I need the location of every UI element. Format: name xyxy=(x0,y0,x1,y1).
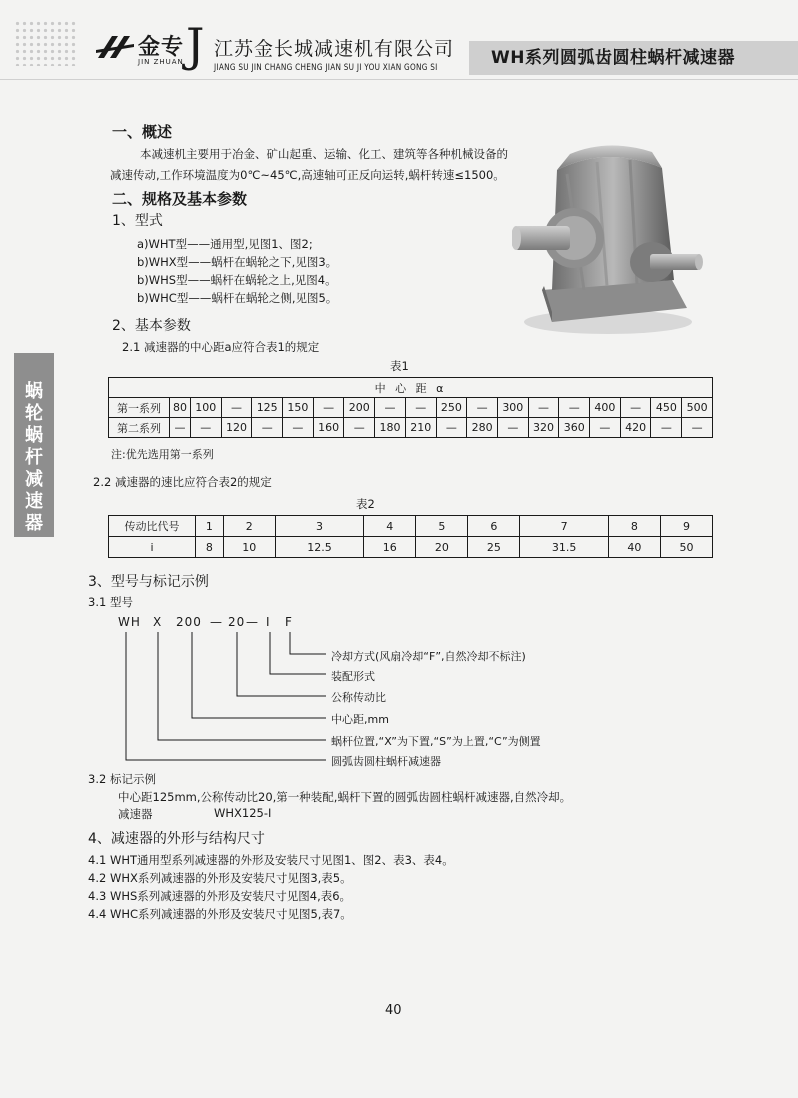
side-tab-char: 蜗 xyxy=(25,425,43,446)
table-cell: 120 xyxy=(221,418,252,438)
table-cell: 360 xyxy=(559,418,590,438)
table-cell: — xyxy=(190,418,221,438)
table-cell: 31.5 xyxy=(520,537,608,558)
code-label: 装配形式 xyxy=(331,670,375,683)
decorative-dot-grid xyxy=(14,20,76,66)
table-header: 中 心 距 α xyxy=(109,378,713,398)
model-code-i: I xyxy=(266,615,271,629)
table-cell: 7 xyxy=(520,516,608,537)
page-number: 40 xyxy=(385,1003,402,1018)
model-code-200: 200 xyxy=(176,615,202,629)
side-chapter-tab xyxy=(14,353,54,537)
list-item: 4.2 WHX系列减速器的外形及安装尺寸见图3,表5。 xyxy=(88,871,352,885)
table-cell: 500 xyxy=(682,398,713,418)
table-cell: 160 xyxy=(313,418,344,438)
table-cell: — xyxy=(313,398,344,418)
table-note: 注:优先选用第一系列 xyxy=(111,448,214,461)
worm-gear-reducer-image xyxy=(512,140,704,340)
table-cell: — xyxy=(170,418,191,438)
table-cell: 40 xyxy=(608,537,660,558)
table-cell: 300 xyxy=(497,398,528,418)
code-label: 蜗杆位置,“X”为下置,“S”为上置,“C”为侧置 xyxy=(331,735,541,748)
table-cell: 3 xyxy=(275,516,363,537)
table-cell: 4 xyxy=(364,516,416,537)
series-title: WH系列圆弧齿圆柱蜗杆减速器 xyxy=(469,41,798,75)
ratio-table xyxy=(108,515,713,558)
subsection-heading: 3.2 标记示例 xyxy=(88,772,156,786)
table-cell: 12.5 xyxy=(275,537,363,558)
company-logo-icon xyxy=(94,32,138,64)
table-cell: — xyxy=(467,398,498,418)
table-cell: — xyxy=(436,418,467,438)
table-cell: 150 xyxy=(283,398,314,418)
table-cell: 1 xyxy=(196,516,224,537)
table-cell: — xyxy=(559,398,590,418)
brand-name-en: JIN ZHUAN xyxy=(138,58,184,66)
table-cell: 280 xyxy=(467,418,498,438)
table-cell: 6 xyxy=(468,516,520,537)
brand-name: 金专 xyxy=(138,35,185,60)
table-cell: 8 xyxy=(608,516,660,537)
side-tab-char: 减 xyxy=(25,469,43,490)
type-item: b)WHC型——蜗杆在蜗轮之侧,见图5。 xyxy=(137,291,338,305)
table-row xyxy=(109,418,713,438)
code-label: 冷却方式(风扇冷却“F”,自然冷却不标注) xyxy=(331,650,526,663)
table-cell: 210 xyxy=(405,418,436,438)
model-code-leader-lines xyxy=(100,630,340,770)
code-label: 中心距,mm xyxy=(331,713,389,726)
table-cell: 16 xyxy=(364,537,416,558)
subsection-heading: 3.1 型号 xyxy=(88,595,133,609)
table-cell: 2 xyxy=(223,516,275,537)
example-label: 减速器 xyxy=(118,807,153,821)
company-name-en: JIANG SU JIN CHANG CHENG JIAN SU JI YOU XIAN GONG SI xyxy=(214,63,438,73)
table-cell: — xyxy=(682,418,713,438)
table-cell: — xyxy=(344,418,375,438)
header-divider xyxy=(0,79,798,80)
subsection-heading: 2、基本参数 xyxy=(112,318,191,334)
row-label: 第二系列 xyxy=(109,418,170,438)
table-cell: — xyxy=(375,398,406,418)
section-heading: 3、型号与标记示例 xyxy=(88,574,209,590)
logo-letter-j: J xyxy=(186,18,205,72)
side-tab-char: 杆 xyxy=(25,447,43,468)
table-row xyxy=(109,516,713,537)
table-cell: 25 xyxy=(468,537,520,558)
model-code-f: F xyxy=(285,615,293,629)
center-distance-table xyxy=(108,377,713,438)
table-cell: 20 xyxy=(416,537,468,558)
table-cell: — xyxy=(651,418,682,438)
table-cell: 100 xyxy=(190,398,221,418)
company-name: 江苏金长城减速机有限公司 xyxy=(214,38,455,60)
table-cell: 450 xyxy=(651,398,682,418)
table-caption: 表1 xyxy=(390,359,409,373)
row-label: 传动比代号 xyxy=(109,516,196,537)
paragraph-line: 2.2 减速器的速比应符合表2的规定 xyxy=(93,475,272,489)
section-heading: 二、规格及基本参数 xyxy=(112,190,248,208)
example-line: 中心距125mm,公称传动比20,第一种装配,蜗杆下置的圆弧齿圆柱蜗杆减速器,自然冷却。 xyxy=(118,790,572,804)
list-item: 4.3 WHS系列减速器的外形及安装尺寸见图4,表6。 xyxy=(88,889,352,903)
side-tab-char: 速 xyxy=(25,491,43,512)
table-cell: 320 xyxy=(528,418,559,438)
type-item: b)WHS型——蜗杆在蜗轮之上,见图4。 xyxy=(137,273,337,287)
section-heading: 4、减速器的外形与结构尺寸 xyxy=(88,831,265,847)
table-cell: 5 xyxy=(416,516,468,537)
table-cell: — xyxy=(252,418,283,438)
model-code-dash: — xyxy=(210,615,223,629)
table-cell: 250 xyxy=(436,398,467,418)
side-tab-char: 轮 xyxy=(25,403,43,424)
row-label: 第一系列 xyxy=(109,398,170,418)
paragraph-line: 2.1 减速器的中心距a应符合表1的规定 xyxy=(122,340,320,354)
code-label: 圆弧齿圆柱蜗杆减速器 xyxy=(331,755,441,768)
side-tab-char: 蜗 xyxy=(25,381,43,402)
row-label: i xyxy=(109,537,196,558)
table-cell: 400 xyxy=(590,398,621,418)
table-caption: 表2 xyxy=(356,497,375,511)
table-row xyxy=(109,398,713,418)
table-cell: — xyxy=(405,398,436,418)
code-label: 公称传动比 xyxy=(331,691,386,704)
table-cell: 420 xyxy=(620,418,651,438)
section-heading: 一、概述 xyxy=(112,123,173,141)
table-cell: — xyxy=(497,418,528,438)
table-cell: — xyxy=(283,418,314,438)
paragraph-line: 减速传动,工作环境温度为0℃~45℃,高速轴可正反向运转,蜗杆转速≤1500。 xyxy=(110,168,505,182)
example-code: WHX125-I xyxy=(214,806,272,820)
table-cell: — xyxy=(221,398,252,418)
model-code-x: X xyxy=(153,615,163,629)
side-tab-char: 器 xyxy=(25,513,43,534)
table-cell: 9 xyxy=(660,516,712,537)
table-cell: — xyxy=(590,418,621,438)
model-code-wh: WH xyxy=(118,615,141,629)
table-cell: 8 xyxy=(196,537,224,558)
table-cell: 80 xyxy=(170,398,191,418)
model-code-20: 20 xyxy=(228,615,246,629)
table-row xyxy=(109,537,713,558)
type-item: b)WHX型——蜗杆在蜗轮之下,见图3。 xyxy=(137,255,338,269)
type-item: a)WHT型——通用型,见图1、图2; xyxy=(137,237,313,251)
list-item: 4.1 WHT通用型系列减速器的外形及安装尺寸见图1、图2、表3、表4。 xyxy=(88,853,454,867)
table-cell: 125 xyxy=(252,398,283,418)
paragraph-line: 本减速机主要用于冶金、矿山起重、运输、化工、建筑等各种机械设备的 xyxy=(140,147,508,161)
table-cell: — xyxy=(620,398,651,418)
table-cell: — xyxy=(528,398,559,418)
subsection-heading: 1、型式 xyxy=(112,213,163,229)
model-code-dash: — xyxy=(246,615,259,629)
table-cell: 50 xyxy=(660,537,712,558)
table-cell: 180 xyxy=(375,418,406,438)
table-cell: 10 xyxy=(223,537,275,558)
list-item: 4.4 WHC系列减速器的外形及安装尺寸见图5,表7。 xyxy=(88,907,352,921)
table-cell: 200 xyxy=(344,398,375,418)
